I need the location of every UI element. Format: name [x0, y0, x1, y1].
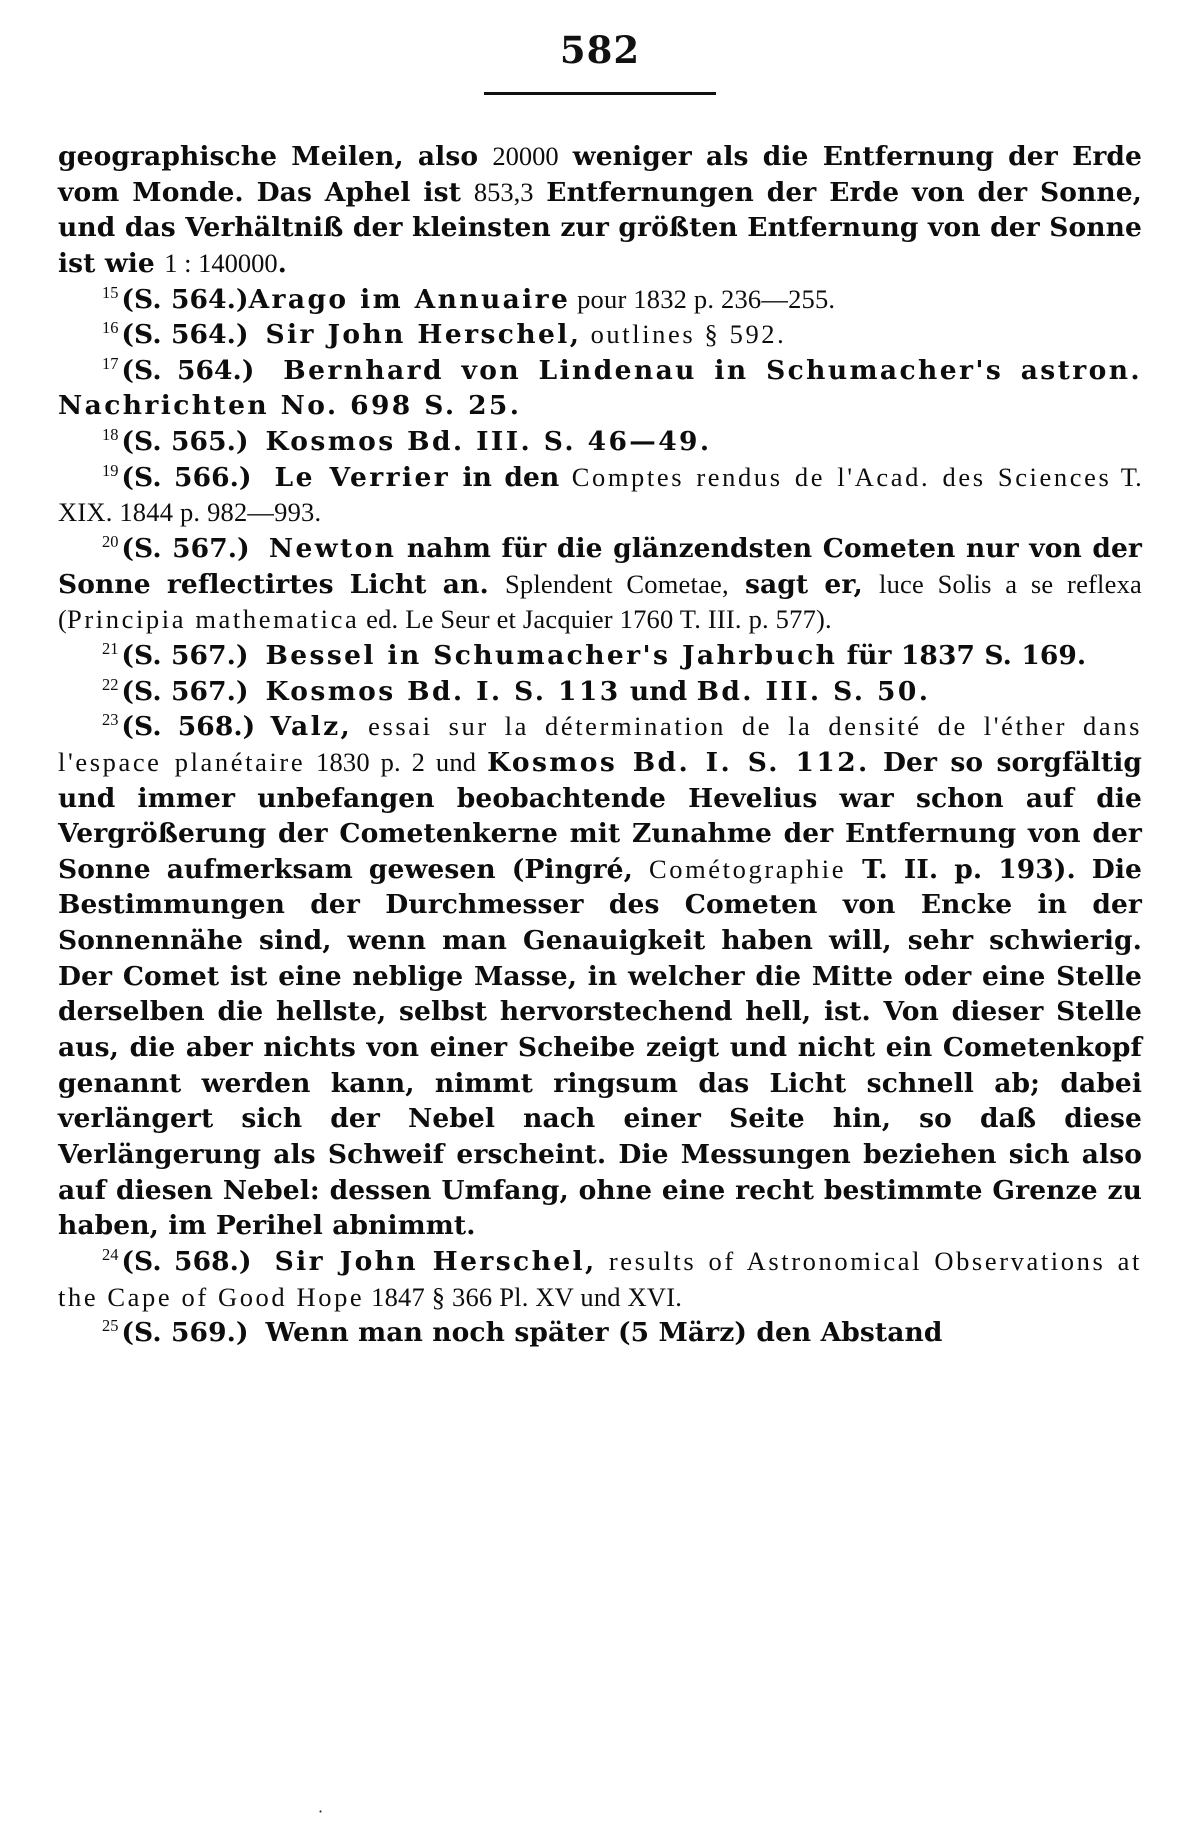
- intro-text-1: geographische Meilen, also: [58, 141, 493, 172]
- note-title: results of Astronomical Observations at the Cape of Good Hope: [58, 1245, 1142, 1312]
- note-title-pingre: Cométographie: [648, 853, 847, 884]
- note-body-2: T. II. p. 193). Die Bestimmungen der Durchmesser des Cometen von Encke in der Sonnennähe sind, wenn man Genauigkeit haben will, sehr schwierig. Der Comet ist eine neblige Masse, in welcher die Mitte oder eine Stelle derselben die hellste, selbst hervorstechend hell, ist. Von dieser Stelle aus, die aber nichts von einer Scheibe zeigt und nicht ein Cometenkopf genannt werden kann, nimmt ringsum das Licht schnell ab; dabei verlängert sich der Nebel nach einer Seite hin, so daß diese Verlängerung als Schweif erscheint. Die Messungen beziehen sich also auf diesen Nebel: dessen Umfang, ohne eine recht bestimmte Grenze zu haben, im Perihel abnimmt.: [58, 853, 1143, 1242]
- intro-text-4: .: [277, 247, 287, 279]
- note-19: [58, 460, 1142, 531]
- note-text: outlines § 592.: [581, 319, 787, 350]
- note-author: Bessel in Schumacher's Jahrbuch: [265, 639, 838, 671]
- intro-number-2: 853,3: [473, 176, 534, 207]
- note-text-de-2: sagt er,: [728, 568, 879, 600]
- note-title: Comptes rendus de l'Acad. des Sciences: [571, 461, 1112, 492]
- note-21: [58, 638, 1142, 674]
- note-marker: 22: [102, 674, 119, 694]
- note-title: Principia mathematica: [67, 604, 360, 635]
- intro-number-1: 20000: [492, 141, 559, 171]
- document-page: [0, 28, 1200, 1823]
- note-kosmos: Kosmos Bd. I. S. 112.: [487, 746, 870, 778]
- note-text: T. XIX. 1844 p. 982—993.: [58, 461, 1142, 528]
- header-divider: [0, 92, 1200, 95]
- note-marker: 16: [102, 318, 119, 338]
- note-body-1: Der so sorgfältig und immer unbefangen beobachtende Hevelius war schon auf die Vergrößerung der Cometenkerne mit Zunahme der Entfernung von der Sonne aufmerksam gewesen (Pingré,: [58, 746, 1143, 885]
- note-connector: und: [620, 675, 697, 707]
- paragraph-intro: [58, 139, 1142, 282]
- note-17: [58, 353, 1142, 424]
- note-author: Valz,: [270, 711, 353, 743]
- divider-line: [484, 92, 716, 95]
- note-title: Kosmos Bd. I. S. 113: [265, 675, 621, 707]
- note-reference: (S. 564.): [121, 354, 255, 386]
- intro-number-3: 1 : 140000: [164, 247, 278, 278]
- note-25: [58, 1315, 1142, 1351]
- note-23: [58, 709, 1142, 1244]
- page-number: 582: [559, 28, 641, 72]
- note-16: [58, 317, 1142, 353]
- note-reference: (S. 568.): [121, 711, 256, 743]
- note-text-de: nahm für die glänzendsten Cometen nur von der Sonne reflectirtes Licht an.: [58, 533, 1142, 600]
- note-marker: 24: [102, 1245, 119, 1265]
- note-reference: (S. 568.): [121, 1245, 252, 1277]
- note-connector: in den: [450, 461, 572, 493]
- note-author: Sir John Herschel,: [265, 319, 582, 351]
- note-latin-1: Splendent Cometae,: [504, 568, 729, 599]
- note-20: [58, 531, 1142, 638]
- note-citation: 1830 p. 2 und: [305, 746, 488, 777]
- note-reference: (S. 564.): [121, 283, 249, 315]
- page-bottom-mark: ·: [318, 1802, 324, 1821]
- note-reference: (S. 566.): [121, 461, 252, 493]
- page-body: [58, 139, 1142, 1351]
- note-reference: (S. 567.): [121, 639, 249, 671]
- note-title: Arago im Annuaire: [248, 283, 571, 315]
- note-reference: (S. 567.): [121, 675, 249, 707]
- note-marker: 19: [102, 460, 119, 480]
- note-marker: 25: [102, 1316, 119, 1336]
- note-18: [58, 424, 1142, 460]
- note-reference: (S. 565.): [121, 426, 249, 458]
- note-author: Newton: [268, 533, 397, 565]
- intro-text-2: weniger als die Entfernung der Erde vom Monde. Das Aphel ist: [58, 141, 1142, 208]
- note-marker: 23: [102, 710, 119, 730]
- note-citation: ed. Le Seur et Jacquier 1760 T. III. p. 577).: [359, 604, 832, 635]
- note-text: Kosmos Bd. III. S. 46—49.: [265, 426, 712, 458]
- note-marker: 17: [102, 354, 119, 374]
- note-reference: (S. 567.): [121, 533, 250, 565]
- intro-text-3: Entfernungen der Erde von der Sonne, und das Verhältniß der kleinsten zur größten Entfernung von der Sonne ist wie: [58, 176, 1143, 279]
- note-22: [58, 674, 1142, 710]
- note-text: Bd. III. S. 50.: [696, 675, 931, 707]
- note-marker: 20: [102, 532, 119, 552]
- note-author: Bernhard von Lindenau in Schumacher's: [283, 354, 1004, 386]
- note-reference: (S. 569.): [121, 1317, 249, 1349]
- note-paren-open: (: [58, 604, 68, 635]
- note-marker: 15: [102, 282, 119, 302]
- note-text: Wenn man noch später (5 März) den Abstand: [265, 1317, 943, 1349]
- note-text: pour 1832 p. 236—255.: [570, 283, 836, 314]
- note-citation: 1847 § 366 Pl. XV und XVI.: [364, 1281, 683, 1312]
- note-marker: 18: [102, 425, 119, 445]
- note-latin-2: luce Solis a se reflexa: [879, 568, 1142, 599]
- note-text: astron. Nachrichten No. 698 S. 25.: [58, 354, 1142, 422]
- note-author: Sir John Herschel,: [274, 1245, 597, 1277]
- note-marker: 21: [102, 639, 119, 659]
- note-24: [58, 1244, 1142, 1315]
- note-title-fr: essai sur la détermination de la densité de l'éther dans l'espace planétaire: [58, 711, 1143, 777]
- note-text: für 1837 S. 169.: [837, 639, 1087, 671]
- note-author: Le Verrier: [274, 461, 451, 493]
- note-15: [58, 282, 1142, 318]
- note-reference: (S. 564.): [121, 319, 249, 351]
